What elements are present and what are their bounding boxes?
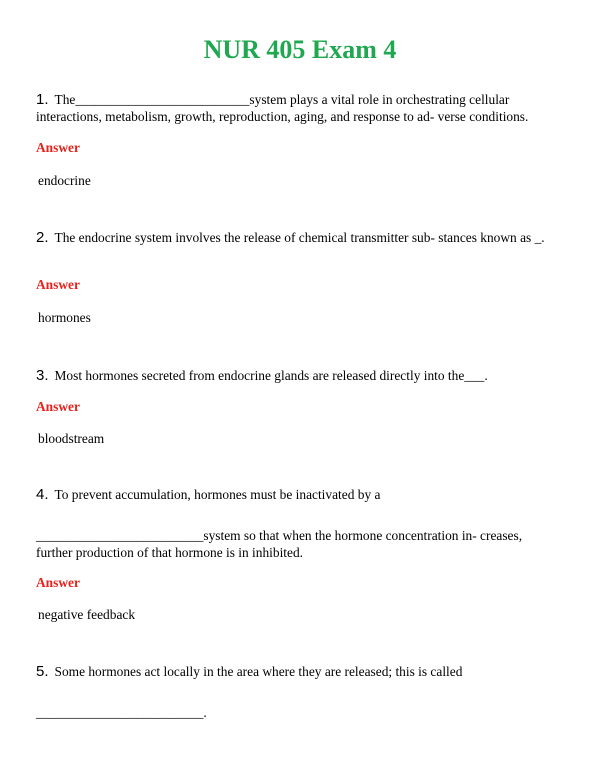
question-number: 3. — [36, 367, 49, 384]
question-number: 1. — [36, 91, 49, 108]
question-3 — [36, 367, 546, 384]
answer-text: negative feedback — [38, 607, 136, 622]
question-text: To prevent accumulation, hormones must be inactivated by a — [54, 487, 381, 502]
question-4 — [36, 486, 546, 503]
question-text: The__________________________system plays a vital role in orchestrating cellular interactions, metabolism, growth, reproduction, aging, and response to ad- verse conditions. — [36, 92, 529, 124]
answer-text: endocrine — [38, 173, 91, 188]
answer-label: Answer — [36, 399, 80, 414]
answer-text: hormones — [38, 310, 91, 325]
question-text: The endocrine system involves the release of chemical transmitter sub- stances known as _. — [54, 230, 545, 245]
answer-label: Answer — [36, 575, 80, 590]
question-number: 5. — [36, 663, 49, 680]
question-number: 4. — [36, 486, 49, 503]
document-title: NUR 405 Exam 4 — [203, 35, 397, 64]
question-1 — [36, 91, 546, 125]
question-5-continuation: _________________________. — [36, 705, 207, 720]
question-number: 2. — [36, 229, 49, 246]
question-5 — [36, 663, 546, 680]
answer-text: bloodstream — [38, 431, 105, 446]
question-2 — [36, 229, 546, 246]
question-text: Some hormones act locally in the area where they are released; this is called — [54, 664, 463, 679]
answer-label: Answer — [36, 140, 80, 155]
answer-label: Answer — [36, 277, 80, 292]
question-4-continuation: _________________________system so that when the hormone concentration in- creases, further production of that hormone is in inhibited. — [36, 528, 523, 560]
question-text: Most hormones secreted from endocrine glands are released directly into the___. — [54, 368, 488, 383]
